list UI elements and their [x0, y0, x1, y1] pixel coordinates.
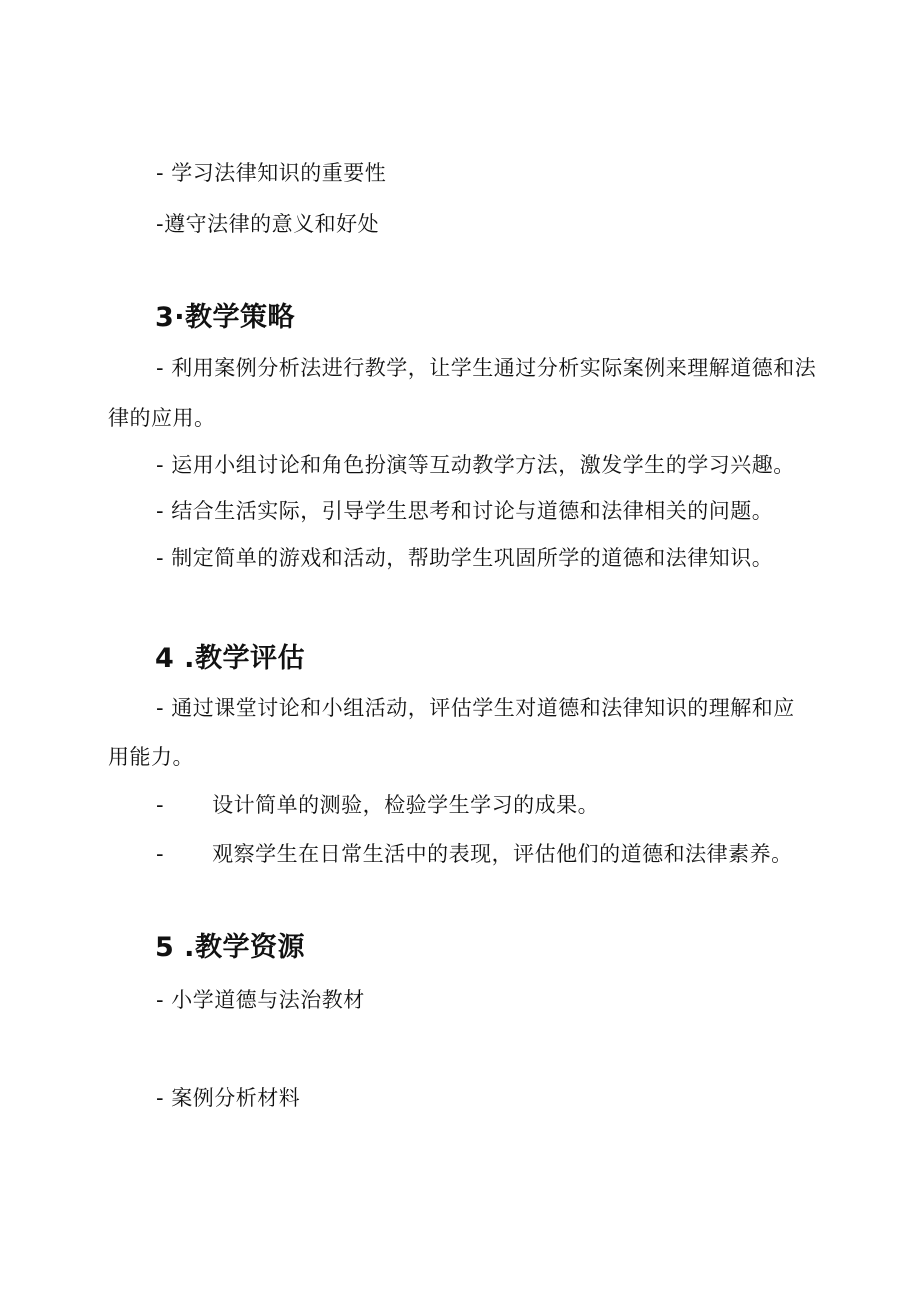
list-item: - 小学道德与法治教材	[156, 988, 365, 1012]
list-item-text: 观察学生在日常生活中的表现，评估他们的道德和法律素养。	[212, 842, 793, 866]
list-item: - 学习法律知识的重要性	[156, 161, 387, 185]
list-item: - 制定简单的游戏和活动，帮助学生巩固所学的道德和法律知识。	[156, 546, 774, 570]
list-dash: -	[156, 793, 165, 817]
section-heading: 5 .教学资源	[155, 932, 305, 963]
list-item-continuation: 用能力。	[108, 745, 194, 769]
list-item: -遵守法律的意义和好处	[156, 212, 380, 236]
list-item: - 通过课堂讨论和小组活动，评估学生对道德和法律知识的理解和应	[156, 696, 795, 720]
list-item	[156, 790, 599, 820]
section-heading: 3·教学策略	[155, 302, 296, 333]
section-heading: 4 .教学评估	[155, 643, 305, 674]
list-item	[156, 839, 793, 869]
list-item-continuation: 律的应用。	[108, 406, 216, 430]
list-item: - 结合生活实际，引导学生思考和讨论与道德和法律相关的问题。	[156, 499, 774, 523]
list-dash: -	[156, 842, 165, 866]
list-item: - 利用案例分析法进行教学，让学生通过分析实际案例来理解道德和法	[156, 356, 817, 380]
list-item: - 运用小组讨论和角色扮演等互动教学方法，激发学生的学习兴趣。	[156, 453, 795, 477]
list-item-text: 设计简单的测验，检验学生学习的成果。	[212, 793, 600, 817]
list-item: - 案例分析材料	[156, 1086, 301, 1110]
